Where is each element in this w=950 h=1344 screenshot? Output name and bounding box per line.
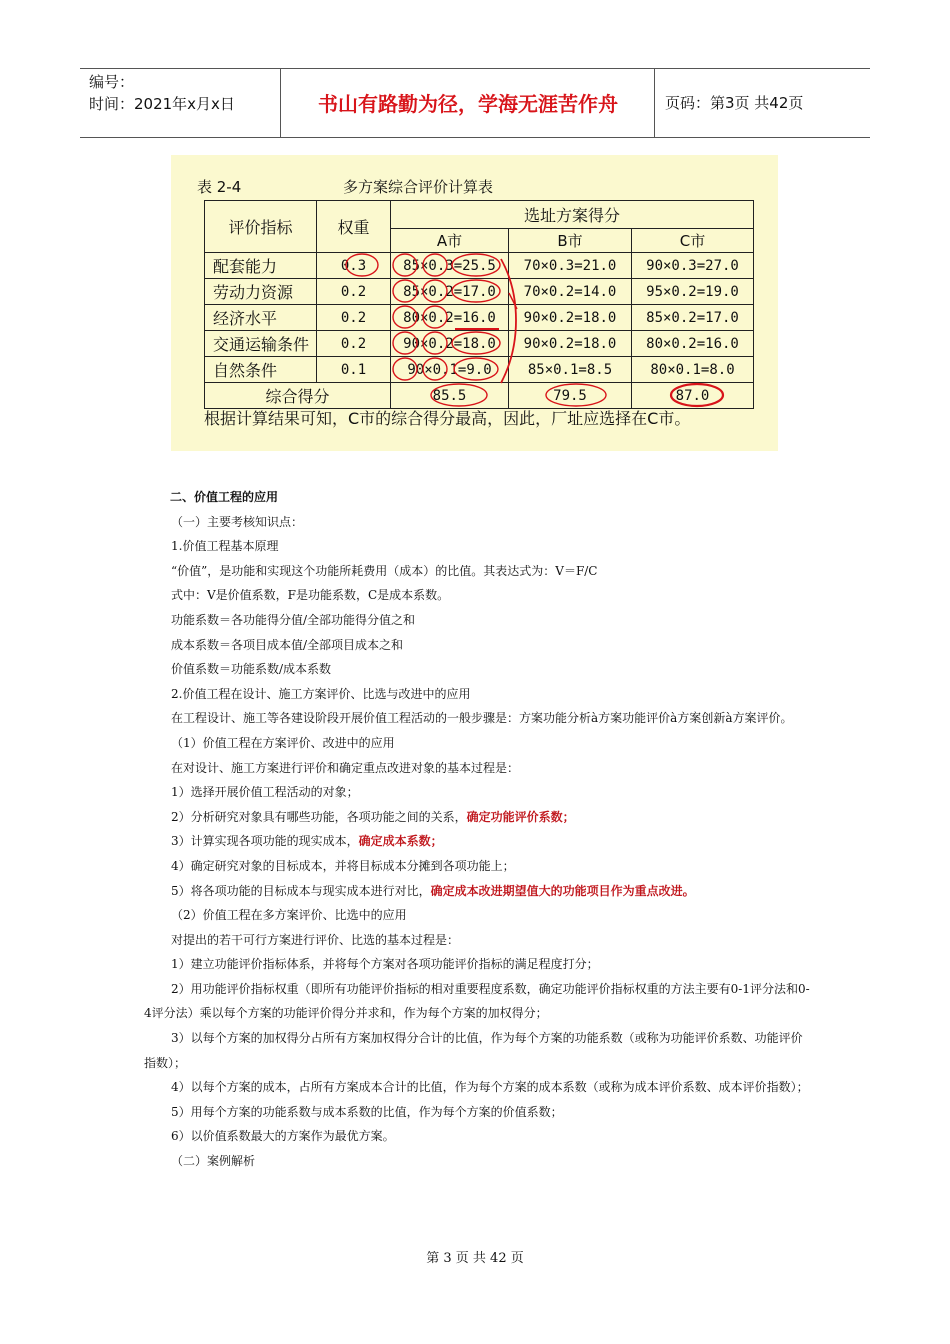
total-c: 87.0 [632, 383, 754, 409]
circle-mark [393, 358, 417, 380]
circle-mark [452, 332, 500, 354]
cell-c: 95×0.2=19.0 [632, 279, 754, 305]
header-time: 时间：2021年x月x日 [89, 95, 235, 113]
circle-mark [393, 332, 417, 354]
cell-b: 70×0.3=21.0 [509, 253, 632, 279]
circle-mark [393, 280, 417, 302]
circle-mark [423, 358, 447, 380]
paragraph: 功能系数＝各功能得分值/全部功能得分值之和 [171, 612, 416, 627]
text: 3）计算实现各项功能的现实成本， [171, 834, 359, 849]
cell-c: 90×0.3=27.0 [632, 253, 754, 279]
paragraph: （二）案例解析 [171, 1154, 256, 1169]
paragraph: （2）价值工程在多方案评价、比选中的应用 [171, 908, 407, 923]
cell-a: 85×0.3=25.5 [391, 253, 509, 279]
paragraph: 4）确定研究对象的目标成本，并将目标成本分摊到各项功能上； [171, 858, 515, 873]
circle-mark [546, 384, 606, 406]
paragraph: 1）建立功能评价指标体系，并将每个方案对各项功能评价指标的满足程度打分； [171, 957, 599, 972]
paragraph: （1）价值工程在方案评价、改进中的应用 [171, 735, 395, 750]
circle-mark [452, 254, 500, 276]
row-name: 交通运输条件 [205, 331, 317, 357]
total-b: 79.5 [509, 383, 632, 409]
paragraph: 1.价值工程基本原理 [171, 539, 279, 554]
header-indicator: 评价指标 [205, 201, 317, 253]
paragraph: 4）以每个方案的成本，占所有方案成本合计的比值，作为每个方案的成本系数（或称为成本评价系数、成本评价指数）； [171, 1080, 809, 1095]
header-number: 编号： [89, 73, 135, 91]
header-page-info: 页码：第3页 共42页 [665, 94, 804, 112]
table-figure [171, 155, 778, 451]
circle-mark [431, 384, 487, 406]
circle-mark [423, 280, 447, 302]
paragraph: 6）以价值系数最大的方案作为最优方案。 [171, 1129, 395, 1144]
cell-c: 80×0.1=8.0 [632, 357, 754, 383]
circle-mark [452, 280, 500, 302]
paragraph: “价值”，是功能和实现这个功能所耗费用（成本）的比值。其表达式为：V＝F/C [171, 563, 598, 578]
highlight-text: 确定功能评价系数； [466, 809, 575, 824]
paragraph: （一）主要考核知识点： [171, 514, 304, 529]
circle-mark [346, 254, 378, 276]
paragraph [150, 805, 810, 830]
paragraph: 2.价值工程在设计、施工方案评价、比选与改进中的应用 [171, 686, 471, 701]
header-city-c: C市 [632, 228, 754, 252]
cell-a: 80×0.2=16.0 [391, 305, 509, 331]
highlight-text: 确定成本系数； [358, 834, 443, 849]
page-footer: 第 3 页 共 42 页 [426, 1251, 524, 1266]
figure-title: 多方案综合评价计算表 [343, 178, 494, 196]
paragraph: 3）以每个方案的加权得分占所有方案加权得分合计的比值，作为每个方案的功能系数（或称为功能评价系数、功能评价指数）； [144, 1031, 803, 1070]
circle-mark [393, 306, 417, 328]
circle-mark [671, 384, 723, 406]
paragraph: 在对设计、施工方案进行评价和确定重点改进对象的基本过程是： [171, 760, 520, 775]
paragraph: 1）选择开展价值工程活动的对象； [171, 785, 359, 800]
row-name: 自然条件 [205, 357, 317, 383]
text: 2）分析研究对象具有哪些功能，各项功能之间的关系， [171, 809, 467, 824]
paragraph: 在工程设计、施工等各建设阶段开展价值工程活动的一般步骤是：方案功能分析à方案功能评价à方案创新à方案评价。 [171, 711, 793, 726]
paragraph [150, 829, 810, 854]
circle-mark [393, 254, 417, 276]
row-name: 配套能力 [205, 253, 317, 279]
bracket-mark [501, 259, 516, 383]
header-motto: 书山有路勤为径，学海无涯苦作舟 [282, 69, 655, 137]
paragraph: 2）用功能评价指标权重（即所有功能评价指标的相对重要程度系数，确定功能评价指标权重的方法主要有0-1评分法和0-4评分法）乘以每个方案的功能评价得分并求和，作为每个方案的加权得分； [144, 981, 810, 1021]
cell-b: 90×0.2=18.0 [509, 305, 632, 331]
highlight-text: 确定成本改进期望值大的功能项目作为重点改进。 [430, 883, 695, 898]
paragraph: 成本系数＝各项目成本值/全部项目成本之和 [171, 637, 404, 652]
cell-c: 85×0.2=17.0 [632, 305, 754, 331]
cell-c: 80×0.2=16.0 [632, 331, 754, 357]
row-name: 经济水平 [205, 305, 317, 331]
row-weight: 0.2 [317, 305, 391, 331]
circle-mark [454, 358, 498, 380]
header-weight: 权重 [317, 201, 391, 253]
row-weight: 0.2 [317, 279, 391, 305]
cell-a: 90×0.1=9.0 [391, 357, 509, 383]
cell-a: 90×0.2=18.0 [391, 331, 509, 357]
cell-b: 85×0.1=8.5 [509, 357, 632, 383]
cell-b: 70×0.2=14.0 [509, 279, 632, 305]
row-weight: 0.1 [317, 357, 391, 383]
row-weight: 0.3 [317, 253, 391, 279]
header-city-a: A市 [391, 228, 509, 252]
header-city-b: B市 [509, 228, 632, 252]
cell-b: 90×0.2=18.0 [509, 331, 632, 357]
cell-a: 85×0.2=17.0 [391, 279, 509, 305]
paragraph: 价值系数＝功能系数/成本系数 [171, 662, 332, 677]
total-a: 85.5 [391, 383, 509, 409]
handwritten-annotations [171, 155, 778, 451]
row-name: 劳动力资源 [205, 279, 317, 305]
circle-mark [423, 306, 447, 328]
circle-mark [423, 332, 447, 354]
paragraph: 式中：V是价值系数，F是功能系数，C是成本系数。 [171, 588, 450, 603]
table-conclusion: 根据计算结果可知，C市的综合得分最高，因此，厂址应选择在C市。 [204, 409, 691, 428]
header-scheme-scores: 选址方案得分 [391, 201, 754, 229]
paragraph: 5）用每个方案的功能系数与成本系数的比值，作为每个方案的价值系数； [171, 1104, 563, 1119]
page-header [80, 68, 870, 138]
paragraph: 对提出的若干可行方案进行评价、比选的基本过程是： [171, 932, 460, 947]
document-body [144, 485, 810, 1174]
total-label: 综合得分 [205, 383, 391, 409]
text: 5）将各项功能的目标成本与现实成本进行对比， [171, 883, 431, 898]
header-meta [80, 69, 281, 137]
row-weight: 0.2 [317, 331, 391, 357]
section-title: 二、价值工程的应用 [170, 490, 279, 504]
circle-mark [423, 254, 447, 276]
paragraph [150, 879, 810, 904]
figure-number: 表 2-4 [197, 178, 242, 196]
